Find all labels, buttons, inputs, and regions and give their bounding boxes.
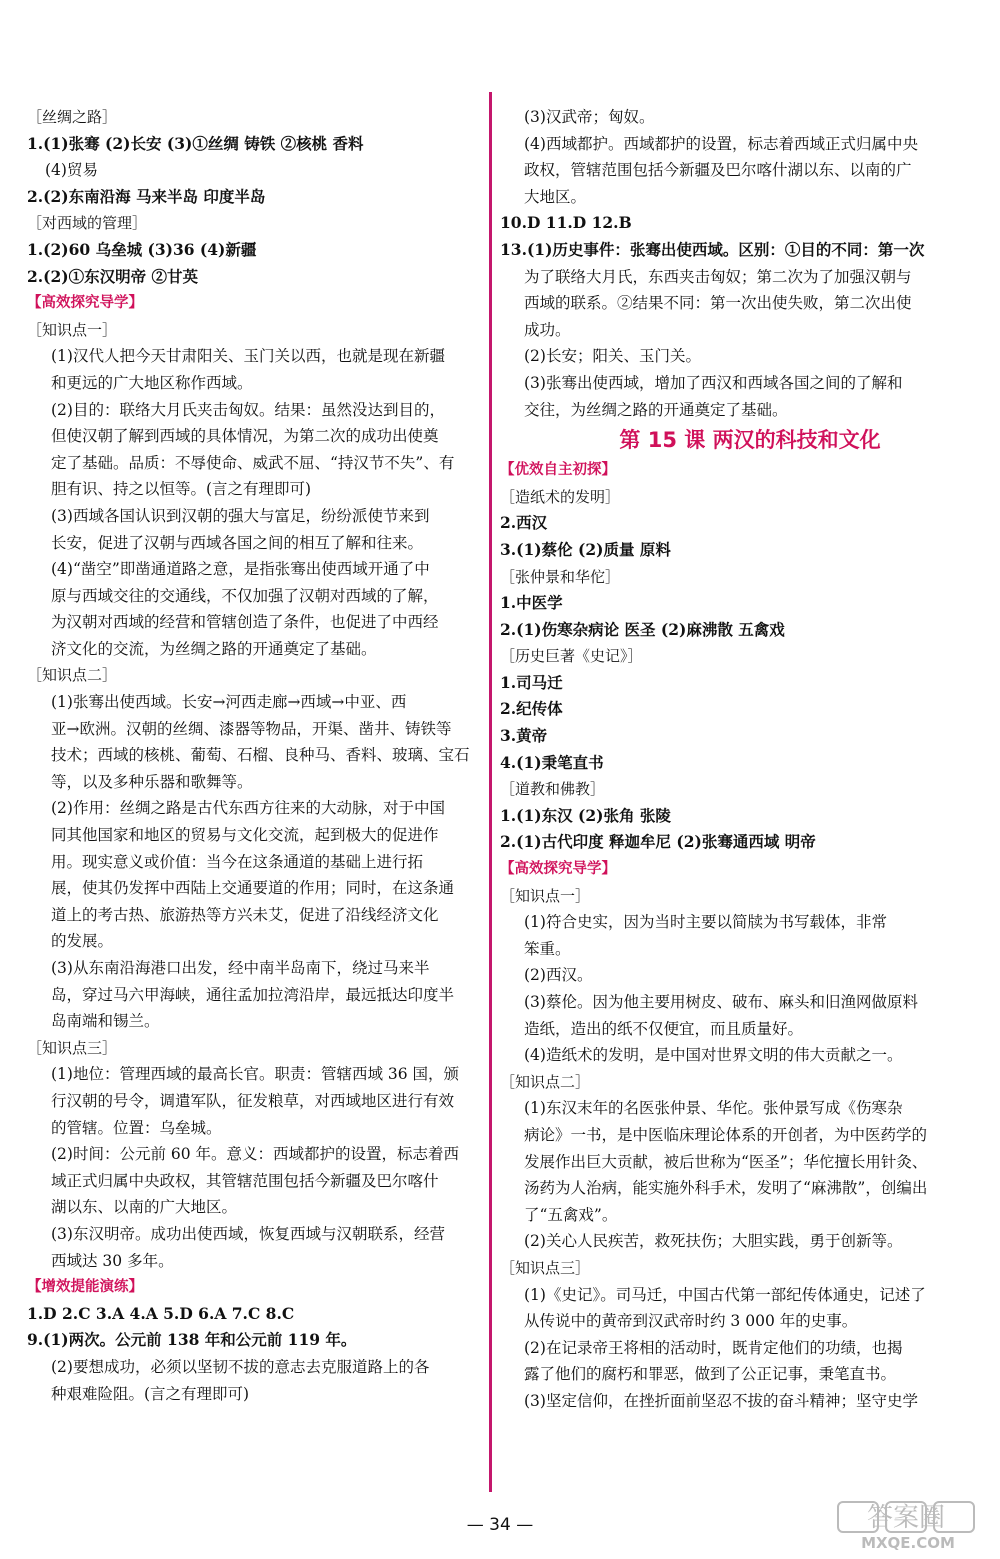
left-text-line: 展，使其仍发挥中西陆上交通要道的作用；同时，在这条通 — [51, 879, 455, 898]
left-part-heading: 【增效提能演练】 — [27, 1279, 143, 1296]
right-answer-line: 1.司马迁 — [500, 672, 563, 692]
left-answer-line: 1.(1)张骞 (2)长安 (3)①丝绸 铸铁 ②核桃 香料 — [27, 133, 364, 153]
left-text-line: 行汉朝的号令，调遣军队，征发粮草，对西域地区进行有效 — [51, 1091, 455, 1110]
right-text-line: 汤药为人治病，能实施外科手术，发明了“麻沸散”，创编出 — [524, 1179, 928, 1198]
left-section-heading: ［对西域的管理］ — [27, 214, 148, 233]
left-text-line: 域正式归属中央政权，其管辖范围包括今新疆及巴尔喀什 — [51, 1171, 439, 1190]
right-section-heading: ［知识点二］ — [500, 1072, 591, 1091]
left-part-heading: 【高效探究导学】 — [27, 295, 143, 312]
right-text-line: 大地区。 — [524, 187, 587, 206]
left-text-line: 济文化的交流，为丝绸之路的开通奠定了基础。 — [51, 639, 377, 658]
left-text-line: 等，以及多种乐器和歌舞等。 — [51, 772, 253, 791]
right-text-line: 了“五禽戏”。 — [524, 1205, 618, 1224]
left-section-heading: ［知识点一］ — [27, 320, 118, 339]
right-text-line: (3)蔡伦。因为他主要用树皮、破布、麻头和旧渔网做原料 — [524, 993, 918, 1011]
right-text-line: (2)关心人民疾苦，救死扶伤；大胆实践，勇于创新等。 — [524, 1232, 903, 1251]
right-section-heading: ［知识点一］ — [500, 886, 591, 905]
left-text-line: (3)东汉明帝。成功出使西域，恢复西域与汉朝联系，经营 — [51, 1224, 445, 1243]
right-text-line: 发展作出巨大贡献，被后世称为“医圣”；华佗擅长用针灸、 — [524, 1152, 928, 1171]
right-text-line: 病论》一书，是中医临床理论体系的开创者，为中医药学的 — [524, 1125, 928, 1144]
right-text-line: (4)造纸术的发明，是中国对世界文明的伟大贡献之一。 — [524, 1046, 903, 1065]
right-answer-line: 3.(1)蔡伦 (2)质量 原料 — [500, 539, 671, 559]
right-answer-line: 13.(1)历史事件：张骞出使西域。区别：①目的不同：第一次 — [500, 239, 925, 259]
left-text-line: (1)地位：管理西域的最高长官。职责：管辖西域 36 国，颁 — [51, 1065, 460, 1084]
watermark-title: 答案圈 — [866, 1503, 946, 1533]
left-text-line: 岛南端和锡兰。 — [51, 1012, 160, 1031]
left-text-line: 种艰难险阻。(言之有理即可) — [51, 1384, 250, 1403]
left-text-line: (2)作用：丝绸之路是古代东西方往来的大动脉，对于中国 — [51, 799, 445, 818]
left-text-line: 技术；西域的核桃、葡萄、石榴、良种马、香料、玻璃、宝石 — [51, 746, 470, 765]
left-text-line: (1)汉代人把今天甘肃阳关、玉门关以西，也就是现在新疆 — [51, 347, 445, 366]
right-section-heading: ［造纸术的发明］ — [500, 487, 621, 506]
right-column — [500, 104, 960, 1415]
left-text-line: 道上的考古热、旅游热等方兴未艾，促进了沿线经济文化 — [51, 905, 439, 924]
right-section-heading: ［知识点三］ — [500, 1258, 591, 1277]
right-text-line: (2)西汉。 — [524, 966, 593, 985]
left-section-heading: ［知识点三］ — [27, 1038, 118, 1057]
left-text-line: 亚→欧洲。汉朝的丝绸、漆器等物品，开渠、凿井、铸铁等 — [51, 719, 452, 738]
left-text-line: (2)目的：联络大月氏夹击匈奴。结果：虽然没达到目的， — [51, 400, 445, 419]
right-text-line: 为了联络大月氏，东西夹击匈奴；第二次为了加强汉朝与 — [524, 267, 912, 286]
right-answer-line: 3.黄帝 — [500, 726, 548, 746]
right-section-heading: ［张仲景和华佗］ — [500, 567, 621, 586]
right-text-line: (2)长安；阳关、玉门关。 — [524, 347, 701, 366]
left-column — [27, 104, 477, 1407]
right-answer-line: 2.(1)伤寒杂病论 医圣 (2)麻沸散 五禽戏 — [500, 619, 785, 639]
left-text-line: 但使汉朝了解到西域的具体情况，为第二次的成功出使奠 — [51, 427, 439, 446]
page-number: — 34 — — [466, 1515, 534, 1535]
right-answer-line: 1.中医学 — [500, 593, 563, 613]
left-section-heading: ［知识点二］ — [27, 666, 118, 685]
watermark-url: MXQE.COM — [861, 1534, 955, 1552]
right-text-line: 造纸，造出的纸不仅便宜，而且质量好。 — [524, 1019, 804, 1038]
right-section-heading: ［历史巨著《史记》］ — [500, 647, 643, 666]
right-answer-line: 10.D 11.D 12.B — [500, 213, 632, 233]
right-text-line: (3)汉武帝；匈奴。 — [524, 108, 655, 126]
right-answer-line: 4.(1)秉笔直书 — [500, 752, 604, 772]
left-text-line: (3)从东南沿海港口出发，经中南半岛南下，绕过马来半 — [51, 959, 430, 977]
left-text-line: (4)贸易 — [45, 161, 98, 180]
right-answer-line: 2.(1)古代印度 释迦牟尼 (2)张骞通西域 明帝 — [500, 832, 816, 852]
right-text-line: 交往，为丝绸之路的开通奠定了基础。 — [524, 400, 788, 419]
left-text-line: (2)要想成功，必须以坚韧不拔的意志去克服道路上的各 — [51, 1357, 430, 1376]
right-text-line: 从传说中的黄帝到汉武帝时约 3 000 年的史事。 — [524, 1312, 858, 1331]
right-text-line: (1)东汉末年的名医张仲景、华佗。张仲景写成《伤寒杂 — [524, 1099, 903, 1118]
right-text-line: (1)《史记》。司马迁，中国古代第一部纪传体通史，记述了 — [524, 1285, 926, 1304]
left-text-line: 同其他国家和地区的贸易与文化交流，起到极大的促进作 — [51, 826, 439, 845]
right-text-line: (1)符合史实，因为当时主要以简牍为书写载体，非常 — [524, 913, 887, 932]
right-text-line: (3)张骞出使西域，增加了西汉和西域各国之间的了解和 — [524, 373, 903, 392]
left-text-line: 西域达 30 多年。 — [51, 1251, 174, 1270]
right-part-heading: 【高效探究导学】 — [500, 861, 616, 878]
left-text-line: 定了基础。品质：不辱使命、威武不屈、“持汉节不失”、有 — [51, 453, 455, 472]
left-text-line: 的发展。 — [51, 932, 114, 951]
left-text-line: 的管辖。位置：乌垒城。 — [51, 1118, 222, 1137]
column-divider — [489, 92, 492, 1492]
left-text-line: 原与西域交往的交通线，不仅加强了汉朝对西域的了解， — [51, 586, 439, 605]
left-text-line: 为汉朝对西域的经营和管辖创造了条件，也促进了中西经 — [51, 613, 439, 632]
left-text-line: 用。现实意义或价值：当今在这条通道的基础上进行拓 — [51, 852, 424, 871]
right-text-line: (4)西域都护。西域都护的设置，标志着西域正式归属中央 — [524, 134, 918, 153]
right-answer-line: 1.(1)东汉 (2)张角 张陵 — [500, 805, 671, 825]
right-text-line: 成功。 — [524, 320, 571, 339]
right-text-line: 西域的联系。②结果不同：第一次出使失败，第二次出使 — [524, 294, 912, 313]
left-answer-line: 2.(2)①东汉明帝 ②甘英 — [27, 266, 199, 286]
left-answer-line: 9.(1)两次。公元前 138 年和公元前 119 年。 — [27, 1330, 357, 1350]
right-text-line: (3)坚定信仰，在挫折面前坚忍不拔的奋斗精神；坚守史学 — [524, 1391, 918, 1410]
right-section-heading: ［道教和佛教］ — [500, 780, 606, 799]
left-text-line: (3)西域各国认识到汉朝的强大与富足，纷纷派使节来到 — [51, 506, 430, 525]
right-text-line: 笨重。 — [524, 939, 571, 958]
left-text-line: 和更远的广大地区称作西域。 — [51, 373, 253, 392]
right-text-line: (2)在记录帝王将相的活动时，既肯定他们的功绩，也揭 — [524, 1338, 903, 1357]
left-answer-line: 1.D 2.C 3.A 4.A 5.D 6.A 7.C 8.C — [27, 1303, 295, 1323]
right-answer-line: 2.纪传体 — [500, 699, 563, 719]
left-text-line: 胆有识、持之以恒等。(言之有理即可) — [51, 480, 312, 499]
left-text-line: (1)张骞出使西域。长安→河西走廊→西域→中亚、西 — [51, 693, 407, 712]
left-text-line: (2)时间：公元前 60 年。意义：西域都护的设置，标志着西 — [51, 1145, 460, 1164]
left-text-line: 岛，穿过马六甲海峡，通往孟加拉湾沿岸，最远抵达印度半 — [51, 985, 455, 1004]
left-text-line: (4)“凿空”即凿通道路之意，是指张骞出使西域开通了中 — [51, 560, 430, 579]
left-section-heading: ［丝绸之路］ — [27, 108, 118, 126]
right-text-line: 政权，管辖范围包括今新疆及巴尔喀什湖以东、以南的广 — [524, 161, 912, 180]
left-text-line: 长安，促进了汉朝与西域各国之间的相互了解和往来。 — [51, 533, 424, 552]
left-answer-line: 1.(2)60 乌垒城 (3)36 (4)新疆 — [27, 239, 257, 259]
left-answer-line: 2.(2)东南沿海 马来半岛 印度半岛 — [27, 186, 266, 206]
right-part-heading: 【优效自主初探】 — [500, 462, 616, 479]
watermark-logo — [836, 1498, 986, 1552]
left-text-line: 湖以东、以南的广大地区。 — [51, 1198, 238, 1217]
right-text-line: 露了他们的腐朽和罪恶，做到了公正记事，秉笔直书。 — [524, 1365, 897, 1384]
right-answer-line: 2.西汉 — [500, 513, 548, 533]
lesson-title: 第 15 课 两汉的科技和文化 — [619, 428, 881, 453]
